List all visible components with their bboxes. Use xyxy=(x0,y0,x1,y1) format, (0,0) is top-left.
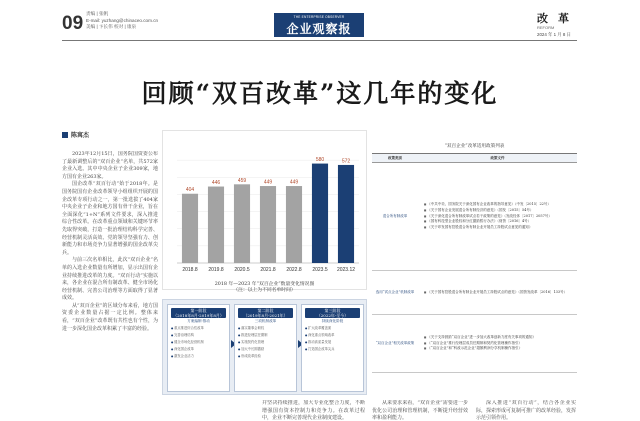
bar-value-label: 446 xyxy=(211,180,221,187)
stage-label: 第二阶段 xyxy=(257,308,274,313)
stage-item: ● 激发企业活力 xyxy=(171,354,228,360)
newspaper-logo xyxy=(274,13,364,37)
bar-2022.8 xyxy=(286,186,302,263)
policy-item: ■ 《“双百企业”和“科改示范企业”超额利润分享机制操作指引》 xyxy=(424,346,575,352)
x-tick-label: 2019.8 xyxy=(208,267,224,273)
proof-line: 美编 | 卞长伟 校对 | 康泉 xyxy=(86,24,137,30)
stage-item: ● 形成改革经验 xyxy=(238,354,295,360)
x-tick-label: 2021.8 xyxy=(260,267,276,273)
table-category-cell: “双百企业”相关改革政策 xyxy=(372,315,418,373)
section-english: REFORM xyxy=(537,25,555,30)
table-category-cell: 选用“试点企业”机制改革 xyxy=(372,271,418,315)
stage-label: 第三阶段 xyxy=(324,308,341,313)
stage-item: ● 深化国企改革 xyxy=(171,347,228,353)
bar-value-label: 459 xyxy=(237,177,247,184)
policy-item: ■ 《“双百企业”推行经理层成员任期制和契约化管理操作指引》 xyxy=(424,341,575,347)
stage-item-list xyxy=(171,326,228,361)
bar-2018.8 xyxy=(182,194,198,263)
stage-item: ● 打造国企改革尖兵 xyxy=(305,347,362,353)
stage-header xyxy=(305,308,360,318)
bar-2023.5 xyxy=(312,164,328,263)
policy-item: ■ 《关于国有企业发展混合所有制经济的意见》（国发〔2015〕54号） xyxy=(424,208,575,214)
x-tick-label: 2022.8 xyxy=(286,267,302,273)
email-line: E-mail: yuzhang@chinaceo.com.cn xyxy=(86,17,159,23)
bar-chart-svg xyxy=(163,131,368,281)
article-paragraph: 2023年12月15日，国务院国资委公布了最新调整后的“双百企业”名单，共572家企业入选。其中中央企业子企业309家，地方国有企业263家。 xyxy=(62,151,158,180)
stage-item: ● 深化重点领域改革 xyxy=(305,333,362,339)
page-number: 09 xyxy=(62,13,84,34)
author-marker-icon xyxy=(62,132,68,138)
policy-item: ■ 《关于支持鼓励“双百企业”进一步加大改革创新力度有关事项的通知》 xyxy=(424,335,575,341)
page-headline: 回顾“双百改革”这几年的变化 xyxy=(141,79,499,108)
stage-label: 第一阶段 xyxy=(190,308,207,313)
article-paragraph: 与前三次名单相比，此次“双百企业”名单的入选企业数量有所增加，显示出国有企业持续推进改革的力度。“双百行动”实施以来，各企业在混合所有制改革、健全市场化经营机制、完善公司治理等方面取得了显著成效。 xyxy=(62,257,158,302)
stage-item: ● 推动高质量发展 xyxy=(305,340,362,346)
bar-chart xyxy=(162,130,367,290)
stage-card xyxy=(301,304,364,392)
chart-caption xyxy=(162,282,367,295)
stage-item: ● 实施契约化管理 xyxy=(238,340,295,346)
issue-date: 2024 年 1 月 8 日 xyxy=(537,32,571,37)
bar-2021.8 xyxy=(260,186,276,263)
stage-item-list xyxy=(305,326,362,354)
article-column-3 xyxy=(372,400,468,421)
policy-table-title: “双百企业”改革适用政策列表 xyxy=(444,144,505,149)
stage-card xyxy=(234,304,297,392)
article-column-1 xyxy=(62,151,158,421)
article-column-4 xyxy=(476,400,576,421)
stage-item-list xyxy=(238,326,295,361)
page-header xyxy=(0,0,640,44)
stage-item: ● 推进经理层任期制 xyxy=(238,333,295,339)
article-paragraph: 深入推进“双百行动”，结合各企业实际，探索形成可复制可推广的改革经验，发挥示范引领作用。 xyxy=(476,400,576,421)
stage-title: 三项机制改革 xyxy=(254,319,277,323)
masthead-meta xyxy=(86,11,158,31)
table-row xyxy=(372,315,577,373)
x-tick-label: 2023.5 xyxy=(312,267,328,273)
chart-caption-note: （注：以上为不同名单时间） xyxy=(233,288,296,294)
article-paragraph: 从来要求来看，“双百企业”需要进一步优化公司治理和管理机制，不断提升经营效率和盈利能力。 xyxy=(372,400,468,421)
table-header-cell: 政策文件 xyxy=(418,154,577,163)
table-policy-cell xyxy=(418,315,577,373)
stage-header xyxy=(171,308,226,318)
policy-item: ■ 《中共中央、国务院关于深化国有企业改革的指导意见》（中发〔2015〕22号） xyxy=(424,202,575,208)
bar-value-label: 572 xyxy=(341,158,351,165)
bar-value-label: 449 xyxy=(263,179,273,186)
bar-value-label: 404 xyxy=(185,187,195,194)
table-header-cell: 政策类别 xyxy=(372,154,418,163)
bar-value-label: 580 xyxy=(315,157,325,164)
article-column-2: 并坚决持续推进，加大专业化整合力度，不断增强国有资本控制力和竞争力。在改革过程中，企业不断完善现代企业制度建设。 xyxy=(262,400,365,421)
stage-item: ● 加大中长期激励 xyxy=(238,347,295,353)
stage-period: （2022年-至今） xyxy=(316,313,349,318)
policy-item: ■ 《关于深化混合所有制改革试点若干政策的意见》（发改经体〔2017〕2057号） xyxy=(424,214,575,220)
table-policy-cell xyxy=(418,271,577,315)
author-name: 陈寓杰 xyxy=(71,132,90,139)
article-paragraph: 从“双百企业”的区域分布来看，地方国资委企业数量占据一定比例。整体来看，“双百企业”改革既有共性也有个性，为进一步深化国企改革积累了丰富的经验。 xyxy=(62,302,158,332)
editor-line: 责编 | 张帆 xyxy=(86,11,109,16)
article-paragraph: 国企改革“双百行动”始于2018年。是国务院国有企业改革领导小组组织开展的国企改革专项行动之一，第一批选拔了404家中央企业子企业和地方国有骨干企业，旨在全面深化“1+N”系列文件要求，深入推进综合性改革。在改革重点领域和关键环节率先取得突破，打造一批治理结构科学完善、经营机制灵活高效、党的领导坚强有力、创新能力和市场竞争力显著增强的国企改革尖兵。 xyxy=(62,181,158,256)
stage-item: ● 完善治理结构 xyxy=(171,333,228,339)
stage-period: （2019年8月-2021年） xyxy=(243,313,288,318)
table-row xyxy=(372,163,577,271)
bar-2019.8 xyxy=(208,187,224,263)
stage-item: ● 重点推进综合性改革 xyxy=(171,326,228,332)
header-rule xyxy=(62,40,577,41)
policy-item: ■ 《关于印发国有控股混合所有制企业开展员工持股试点意见的通知》 xyxy=(424,225,575,231)
bar-value-label: 449 xyxy=(289,179,299,186)
policy-item: ■ 《关于国有控股混合所有制企业开展员工持股试点的意见》（国资发改革〔2016〕133号） xyxy=(424,290,575,296)
x-tick-label: 2018.8 xyxy=(182,267,198,273)
stage-title: 方案编制·推动 xyxy=(187,319,210,323)
logo-chinese: 企业观察报 xyxy=(286,22,352,36)
stage-card xyxy=(167,304,230,392)
stage-item: ● 扩大改革覆盖面 xyxy=(305,326,362,332)
table-header-row xyxy=(372,154,577,163)
reform-stage-diagram xyxy=(162,299,367,395)
stage-item: ● 健全市场化经营机制 xyxy=(171,340,228,346)
policy-table xyxy=(372,153,577,373)
stage-header xyxy=(238,308,293,318)
x-tick-label: 2020.5 xyxy=(234,267,250,273)
stage-period: （2018年8月-2019年8月） xyxy=(173,313,224,318)
section-title: 改革 xyxy=(537,12,579,25)
stage-title: 持续深化阶段 xyxy=(321,319,344,323)
x-tick-label: 2023.12 xyxy=(336,267,356,273)
bar-2020.5 xyxy=(234,184,250,263)
chart-caption-title: 2018 年—2023 年“双百企业”数量变化情况图 xyxy=(214,282,315,287)
table-policy-cell xyxy=(418,163,577,271)
stage-item: ● 落实董事会职权 xyxy=(238,326,295,332)
logo-english: THE ENTERPRISE OBSERVER xyxy=(293,15,345,19)
bar-2023.12 xyxy=(338,165,354,263)
policy-item: ■ 《国有科技型企业股权和分红激励暂行办法》（财资〔2016〕4号） xyxy=(424,219,575,225)
table-category-cell: 混合所有制改革 xyxy=(372,163,418,271)
table-row xyxy=(372,271,577,315)
